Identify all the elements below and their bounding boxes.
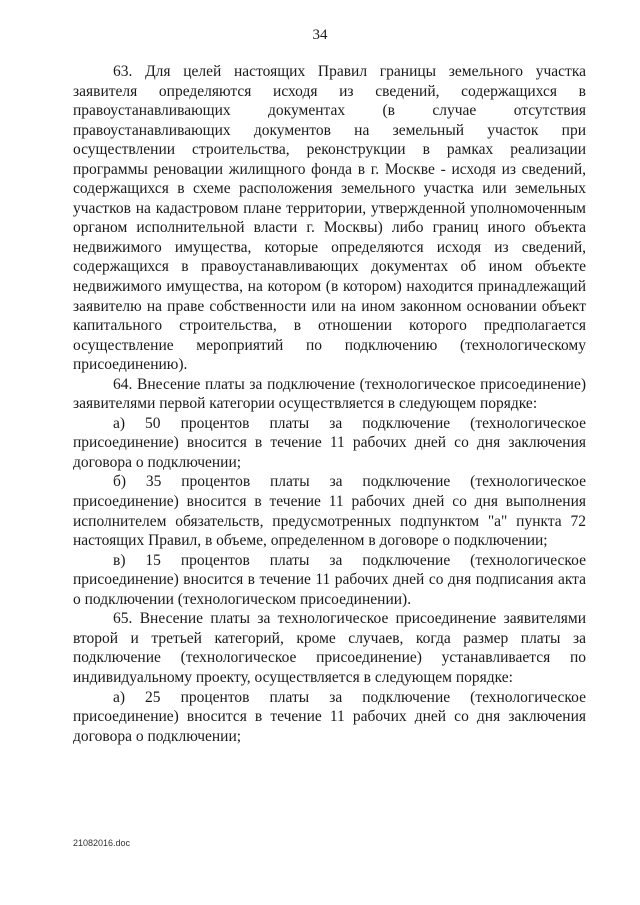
paragraph-64-b: б) 35 процентов платы за подключение (технологическое присоединение) вносится в течение 11 рабочих дней со дня выполнения исполнителем обязательств, предусмотренных подпунктом "а" пункта 72 настоящих Правил, в объеме, определенном в договоре о подключении; xyxy=(73,473,586,550)
paragraph-65: 65. Внесение платы за технологическое присоединение заявителями второй и третьей категорий, кроме случаев, когда размер платы за подключение (технологическое присоединение) устанавливается по индивидуальному проекту, осуществляется в следующем порядке: xyxy=(73,610,586,686)
paragraph-63: 63. Для целей настоящих Правил границы земельного участка заявителя определяются исходя из сведений, содержащихся в правоустанавливающих документах (в случае отсутствия правоустанавливающих документов на земельный участок при осуществлении строительства, реконструкции в рамках реализации программы реновации жилищного фонда в г. Москве - исходя из сведений, содержащихся в схеме расположения земельного участка или земельных участков на кадастровом плане территории, утвержденной уполномоченным органом исполнительной власти г. Москвы) либо границ иного объекта недвижимого имущества, которые определяются исходя из сведений, содержащихся в правоустанавливающих документах об ином объекте недвижимого имущества, на котором (в котором) находится принадлежащий заявителю на праве собственности или на ином законном основании объект капитального строительства, в отношении которого предполагается осуществление мероприятий по подключению (технологическому присоединению). xyxy=(73,63,586,374)
paragraph-64: 64. Внесение платы за подключение (технологическое присоединение) заявителями первой категории осуществляется в следующем порядке: xyxy=(73,375,586,413)
paragraph-65-a: а) 25 процентов платы за подключение (технологическое присоединение) вносится в течение 11 рабочих дней со дня заключения договора о подключении; xyxy=(73,688,586,745)
document-body xyxy=(73,62,586,746)
paragraph-64-c: в) 15 процентов платы за подключение (технологическое присоединение) вносится в течение 11 рабочих дней со дня подписания акта о подключении (технологическом присоединении). xyxy=(73,551,586,608)
file-name-footer: 21082016.doc xyxy=(73,838,131,848)
paragraph-64-a: а) 50 процентов платы за подключение (технологическое присоединение) вносится в течение 11 рабочих дней со дня заключения договора о подключении; xyxy=(73,414,586,471)
page-number: 34 xyxy=(312,27,328,43)
